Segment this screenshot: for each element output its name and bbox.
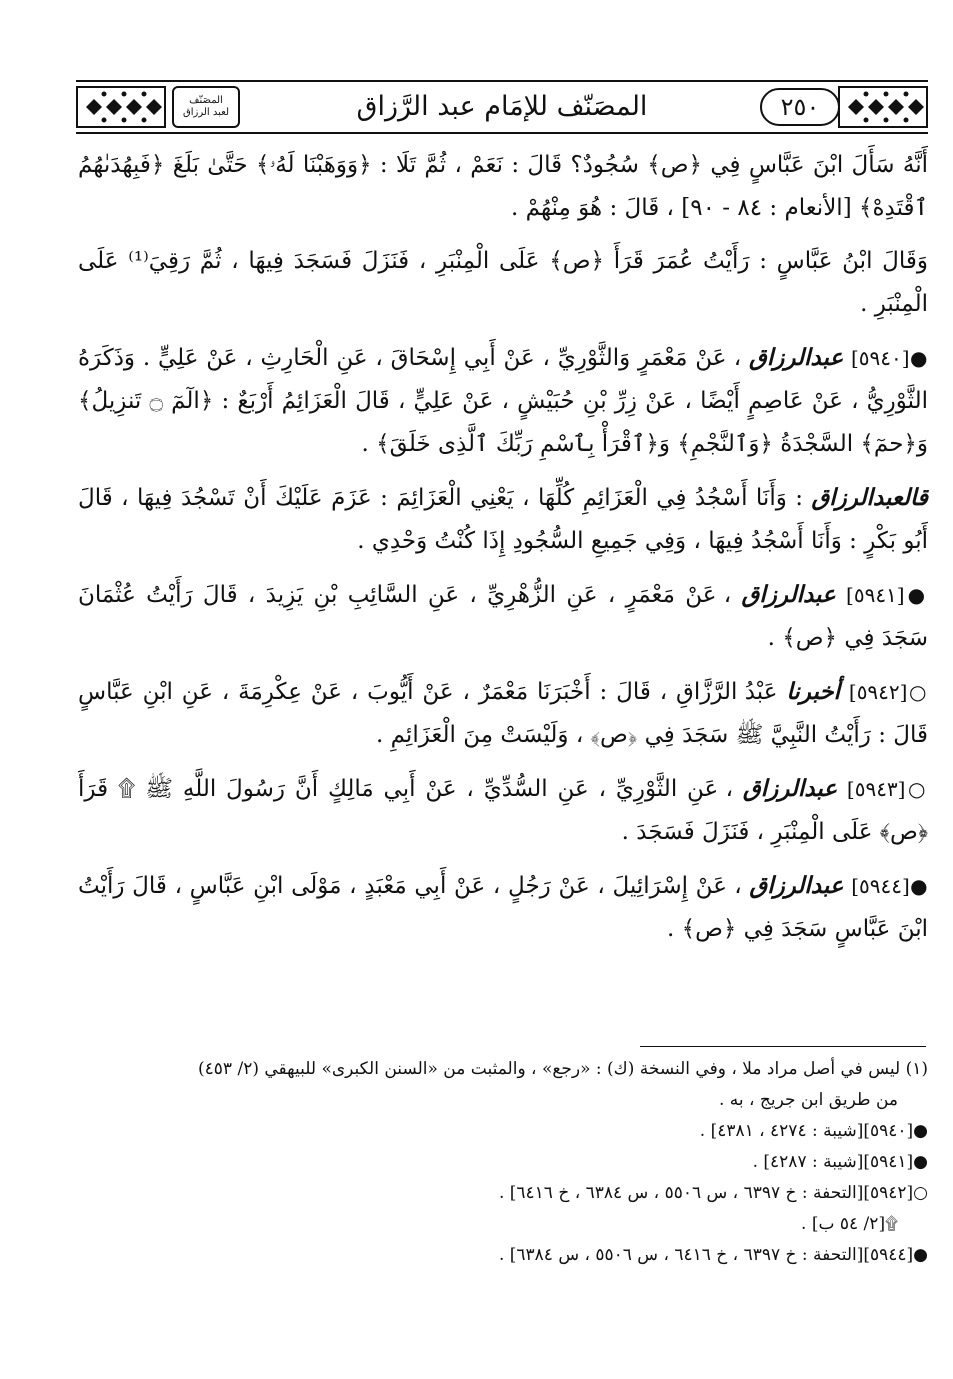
left-ornament-icon: [76, 86, 166, 128]
hadith-text: عَبْدُ الرَّزَّاقِ ، قَالَ : أَخْبَرَنَا مَعْمَرٌ ، عَنْ أَيُّوبَ ، عَنْ عِكْرِمَةَ ، عَنِ ابْنِ عَبَّاسٍ قَالَ : رَأَيْتُ النَّبِيَّ ﷺ سَجَدَ فِي ﴿ص﴾ ، وَلَيْسَتْ مِنَ الْعَزَائِمِ .: [78, 679, 928, 748]
book-logo: [172, 86, 240, 128]
page-number: ٢٥٠: [760, 88, 840, 126]
footnote-5944: ●[٥٩٤٤][التحفة : خ ٦٣٩٧ ، خ ٦٤١٦ ، س ٥٥٠٦ ، س ٦٣٨٤] .: [498, 1245, 928, 1265]
footnote-5941: ●[٥٩٤١][شيبة : ٤٢٨٧] .: [752, 1152, 928, 1172]
hadith-text: ، عَنْ مَعْمَرٍ ، عَنِ الزُّهْرِيِّ ، عَنِ السَّائِبِ بْنِ يَزِيدَ ، قَالَ رَأَيْتُ عُثْمَانَ سَجَدَ فِي ﴿ص﴾ .: [78, 582, 928, 651]
commentary-prefix: قال: [902, 484, 928, 511]
paragraph-continuation: [78, 144, 928, 230]
commentary-text: : وَأَنَا أَسْجُدُ فِي الْعَزَائِمِ كُلِّهَا ، يَعْنِي الْعَزَائِمَ : عَزَمَ عَلَيْكَ أَنْ تَسْجُدَ فِيهَا ، قَالَ أَبُو بَكْرٍ : وَأَنَا أَسْجُدُ فِيهَا ، وَفِي جَمِيعِ السُّجُودِ إِذَا كُنْتُ وَحْدِي .: [78, 485, 928, 554]
footnotes: [78, 1054, 928, 1271]
narrator-name: عبدالرزاق: [749, 872, 844, 899]
hadith-text: ، عَنْ مَعْمَرٍ وَالثَّوْرِيِّ ، عَنْ أَبِي إِسْحَاقَ ، عَنِ الْحَارِثِ ، عَنْ عَلِيٍّ . وَذَكَرَهُ الثَّوْرِيُّ ، عَنْ عَاصِمٍ أَيْضًا ، عَنْ زِرِّ بْنِ حُبَيْشٍ ، عَنْ عَلِيٍّ ، قَالَ الْعَزَائِمُ أَرْبَعٌ : ﴿الٓمٓ ۝ تَنزِيلُ﴾ وَ﴿حمٓ﴾ السَّجْدَةُ ﴿وَٱلنَّجْمِ﴾ وَ﴿ٱقْرَأْ بِٱسْمِ رَبِّكَ ٱلَّذِى خَلَقَ﴾ .: [78, 345, 929, 457]
logo-line-2: لعبد الرزاق: [182, 107, 230, 118]
hadith-text: ، عَنْ إِسْرَائِيلَ ، عَنْ رَجُلٍ ، عَنْ أَبِي مَعْبَدٍ ، مَوْلَى ابْنِ عَبَّاسٍ ، قَالَ رَأَيْتُ ابْنَ عَبَّاسٍ سَجَدَ فِي ﴿ص﴾ .: [78, 873, 928, 942]
hadith-number: ○[٥٩٤٣]: [846, 777, 928, 801]
footnote-folio: ۩[٢/ ٥٤ ب] .: [801, 1214, 898, 1234]
header-top-rule: [76, 80, 928, 82]
hadith-number: ●[٥٩٤٠]: [850, 346, 929, 370]
narrator-name: عبدالرزاق: [749, 344, 844, 371]
running-title: المصَنّف للإمَام عبد الرَّزاق: [356, 91, 648, 122]
hadith-number: ○[٥٩٤٢]: [848, 680, 929, 704]
footnote-5940: ●[٥٩٤٠][شيبة : ٤٢٧٤ ، ٤٣٨١] .: [699, 1121, 928, 1141]
header-bottom-rule: [76, 132, 928, 134]
main-text: [78, 144, 928, 951]
hadith-5943: [78, 767, 928, 854]
narrator-name: عبدالرزاق: [741, 581, 836, 608]
footnote-1-continued: من طريق ابن جريج ، به .: [718, 1090, 898, 1110]
hadith-5940: [78, 336, 928, 466]
hadith-text: ، عَنِ الثَّوْرِيِّ ، عَنِ السُّدِّيِّ ، عَنْ أَبِي مَالِكٍ أَنَّ رَسُولَ اللَّهِ ﷺ ۩ قَرَأَ ﴿ص﴾ عَلَى الْمِنْبَرِ ، فَنَزَلَ فَسَجَدَ .: [78, 776, 928, 845]
logo-line-1: المصَنّف: [189, 95, 223, 106]
footnote-separator: [640, 1046, 926, 1047]
hadith-5944: [78, 864, 928, 951]
narrator-name: عبدالرزاق: [742, 775, 838, 802]
page-header: [76, 80, 928, 134]
paragraph-text: أَنَّهُ سَأَلَ ابْنَ عَبَّاسٍ فِي ﴿ص﴾ سُجُودٌ؟ قَالَ : نَعَمْ ، ثُمَّ تَلَا : ﴿وَوَهَبْنَا لَهُۥ﴾ حَتَّىٰ بَلَغَ ﴿فَبِهُدَىٰهُمُ ٱقْتَدِهْ﴾ [الأنعام : ٨٤ - ٩٠] ، قَالَ : هُوَ مِنْهُمْ .: [78, 152, 928, 221]
hadith-number: ●[٥٩٤٤]: [851, 874, 928, 898]
commentary-abdulrazzaq: [78, 476, 928, 563]
hadith-number: ●[٥٩٤١]: [846, 583, 929, 607]
narrator-name: عبدالرزاق: [811, 484, 903, 511]
paragraph-ibn-abbas: [78, 240, 928, 326]
narrator-name: أخبرنا: [786, 678, 840, 705]
paragraph-text: وَقَالَ ابْنُ عَبَّاسٍ : رَأَيْتُ عُمَرَ قَرَأَ ﴿ص﴾ عَلَى الْمِنْبَرِ ، فَنَزَلَ فَسَجَدَ فِيهَا ، ثُمَّ رَقِيَ⁽¹⁾ عَلَى الْمِنْبَرِ .: [78, 248, 929, 317]
footnote-1: (١) ليس في أصل مراد ملا ، وفي النسخة (ك) : «رجع» ، والمثبت من «السنن الكبرى» للبيهقي (٢/ ٤٥٣): [198, 1059, 928, 1079]
hadith-5941: [78, 573, 928, 660]
footnote-5942: ○[٥٩٤٢][التحفة : خ ٦٣٩٧ ، س ٥٥٠٦ ، س ٦٣٨٤ ، خ ٦٤١٦] .: [498, 1183, 928, 1203]
right-ornament-icon: [838, 86, 928, 128]
hadith-5942: [78, 670, 928, 757]
